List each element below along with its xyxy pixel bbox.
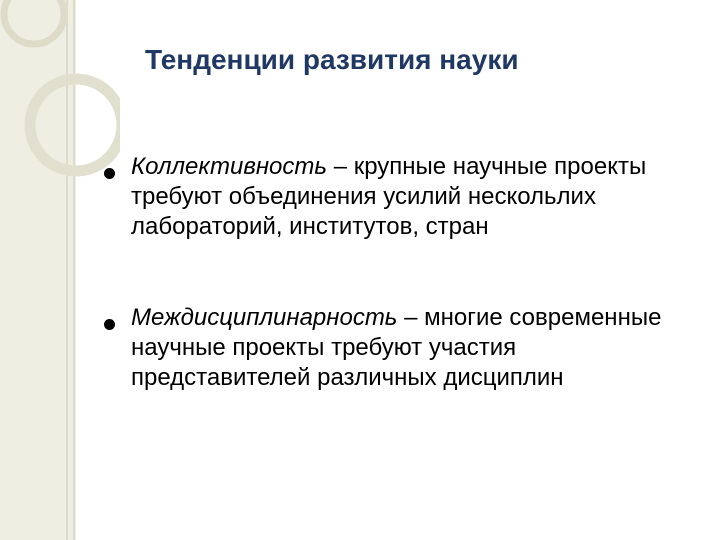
bullet-icon bbox=[104, 168, 115, 179]
bullet-text bbox=[131, 303, 690, 393]
bullet-item bbox=[100, 152, 690, 242]
bullet-item bbox=[100, 303, 690, 393]
bullet-icon bbox=[104, 319, 115, 330]
bullet-description: – крупные научные проекты требуют объединения усилий нескольлих лабораторий, институтов, стран bbox=[131, 153, 647, 240]
bullet-text bbox=[131, 152, 690, 242]
bullet-description: – многие современные научные проекты требуют участия представителей различных дисциплин bbox=[131, 304, 662, 391]
bullet-term: Коллективность bbox=[131, 153, 328, 180]
bullet-term: Междисциплинарность bbox=[131, 304, 398, 331]
slide-title: Тенденции развития науки bbox=[145, 44, 519, 75]
